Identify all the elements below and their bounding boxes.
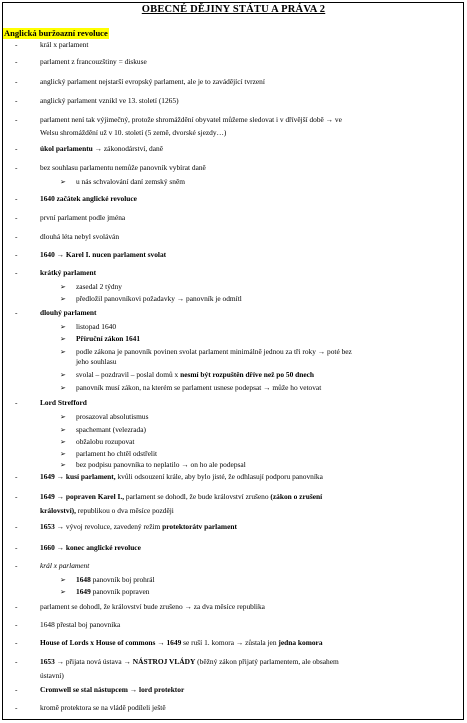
section-heading: Anglická buržoazní revoluce — [4, 28, 108, 38]
dash-marker: - — [15, 144, 18, 153]
list-item: 1649 → popraven Karel I., parlament se dohodl, že bude království zrušeno (zákon o zrušení — [40, 492, 323, 501]
list-item: 1640 → Karel I. nucen parlament svolat — [40, 250, 167, 259]
sub-item: předložil panovníkovi požadavky → panovník je odmítl — [76, 294, 242, 303]
list-item-continuation: Welsu shromáždění už v 10. století (5 země, dvorské sjezdy…) — [40, 128, 227, 137]
dash-marker: - — [15, 250, 18, 259]
list-item: dlouhý parlament — [40, 308, 97, 317]
list-item: král x parlament — [40, 40, 89, 49]
sub-item: listopad 1640 — [76, 322, 117, 331]
list-item-continuation: království), republikou o dva měsíce později — [40, 506, 174, 515]
dash-marker: - — [15, 268, 18, 277]
list-item: kromě protektora se na vládě podíleli ještě — [40, 703, 166, 712]
dash-marker: - — [15, 522, 18, 531]
arrow-bullet-icon: ➢ — [60, 178, 66, 186]
arrow-bullet-icon: ➢ — [60, 295, 66, 303]
sub-item: spachemant (velezrada) — [76, 425, 146, 434]
sub-item: u nás schvalování daní zemský sněm — [76, 177, 185, 186]
sub-item: prosazoval absolutismus — [76, 412, 149, 421]
list-item: anglický parlament nejstarší evropský parlament, ale je to zavádějící tvrzení — [40, 77, 265, 86]
list-item: krátký parlament — [40, 268, 97, 277]
dash-marker: - — [15, 472, 18, 481]
dash-marker: - — [15, 308, 18, 317]
list-item: parlament z francouzštiny = diskuse — [40, 57, 147, 66]
dash-marker: - — [15, 685, 18, 694]
sub-item: parlament ho chtěl odstřelit — [76, 449, 158, 458]
dash-marker: - — [15, 620, 18, 629]
list-item: anglický parlament vznikl ve 13. století (1265) — [40, 96, 179, 105]
list-item: 1648 přestal boj panovníka — [40, 620, 121, 629]
arrow-bullet-icon: ➢ — [60, 348, 66, 356]
dash-marker: - — [15, 703, 18, 712]
list-item: král x parlament — [40, 561, 90, 570]
sub-item: obžalobu rozupovat — [76, 437, 135, 446]
list-item: dlouhá léta nebyl svoláván — [40, 232, 120, 241]
list-item: bez souhlasu parlamentu nemůže panovník vybírat daně — [40, 163, 206, 172]
sub-item-continuation: jeho souhlasu — [76, 357, 117, 366]
dash-marker: - — [15, 57, 18, 66]
dash-marker: - — [15, 398, 18, 407]
arrow-bullet-icon: ➢ — [60, 450, 66, 458]
list-item: 1653 → vývoj revoluce, zavedený režim protektorátv parlament — [40, 522, 237, 531]
arrow-bullet-icon: ➢ — [60, 576, 66, 584]
arrow-bullet-icon: ➢ — [60, 335, 66, 343]
dash-marker: - — [15, 638, 18, 647]
arrow-bullet-icon: ➢ — [60, 283, 66, 291]
arrow-bullet-icon: ➢ — [60, 461, 66, 469]
sub-item: podle zákona je panovník povinen svolat parlament minimálně jednou za tři roky → poté bez — [76, 347, 352, 356]
sub-item: bez podpisu panovníka to neplatilo → on ho ale podepsal — [76, 460, 246, 469]
list-item: 1660 → konec anglické revoluce — [40, 543, 141, 552]
sub-item: zasedal 2 týdny — [76, 282, 122, 291]
dash-marker: - — [15, 561, 18, 570]
dash-marker: - — [15, 115, 18, 124]
document-frame — [2, 2, 464, 720]
list-item: 1653 → přijata nová ústava → NÁSTROJ VLÁDY (běžný zákon přijatý parlamentem, ale obsahem — [40, 657, 339, 666]
arrow-bullet-icon: ➢ — [60, 426, 66, 434]
arrow-bullet-icon: ➢ — [60, 438, 66, 446]
sub-item: 1649 panovník popraven — [76, 587, 150, 596]
dash-marker: - — [15, 657, 18, 666]
dash-marker: - — [15, 194, 18, 203]
list-item: 1649 → kusí parlament, kvůli odsouzení krále, aby bylo jisté, že odhlasují podporu panovníka — [40, 472, 323, 481]
arrow-bullet-icon: ➢ — [60, 371, 66, 379]
dash-marker: - — [15, 96, 18, 105]
arrow-bullet-icon: ➢ — [60, 323, 66, 331]
arrow-bullet-icon: ➢ — [60, 588, 66, 596]
page-title: OBECNÉ DĚJINY STÁTU A PRÁVA 2 — [141, 4, 326, 15]
sub-item: Příruční zákon 1641 — [76, 334, 141, 343]
dash-marker: - — [15, 232, 18, 241]
dash-marker: - — [15, 492, 18, 501]
list-item: Lord Strefford — [40, 398, 87, 407]
list-item: úkol parlamentu → zákonodárství, daně — [40, 144, 163, 153]
list-item: House of Lords x House of commons → 1649 se ruší 1. komora → zůstala jen jedna komora — [40, 638, 323, 647]
list-item-continuation: ústavní) — [40, 671, 64, 680]
list-item: Cromwell se stal nástupcem → lord protektor — [40, 685, 185, 694]
dash-marker: - — [15, 543, 18, 552]
dash-marker: - — [15, 77, 18, 86]
arrow-bullet-icon: ➢ — [60, 413, 66, 421]
list-item: první parlament podle jména — [40, 213, 126, 222]
dash-marker: - — [15, 213, 18, 222]
sub-item: panovník musí zákon, na kterém se parlament usnese podepsat → může ho vetovat — [76, 383, 322, 392]
list-item: parlament se dohodl, že království bude zrušeno → za dva měsíce republika — [40, 602, 265, 611]
sub-item: 1648 panovník boj prohrál — [76, 575, 155, 584]
list-item: parlament není tak výjimečný, protože shromáždění obyvatel můžeme sledovat i v dřívější době → ve — [40, 115, 342, 124]
dash-marker: - — [15, 40, 18, 49]
arrow-bullet-icon: ➢ — [60, 384, 66, 392]
dash-marker: - — [15, 163, 18, 172]
list-item: 1640 začátek anglické revoluce — [40, 194, 137, 203]
dash-marker: - — [15, 602, 18, 611]
sub-item: svolal – pozdravil – poslal domů x nesmí být rozpuštěn dříve než po 50 dnech — [76, 370, 315, 379]
